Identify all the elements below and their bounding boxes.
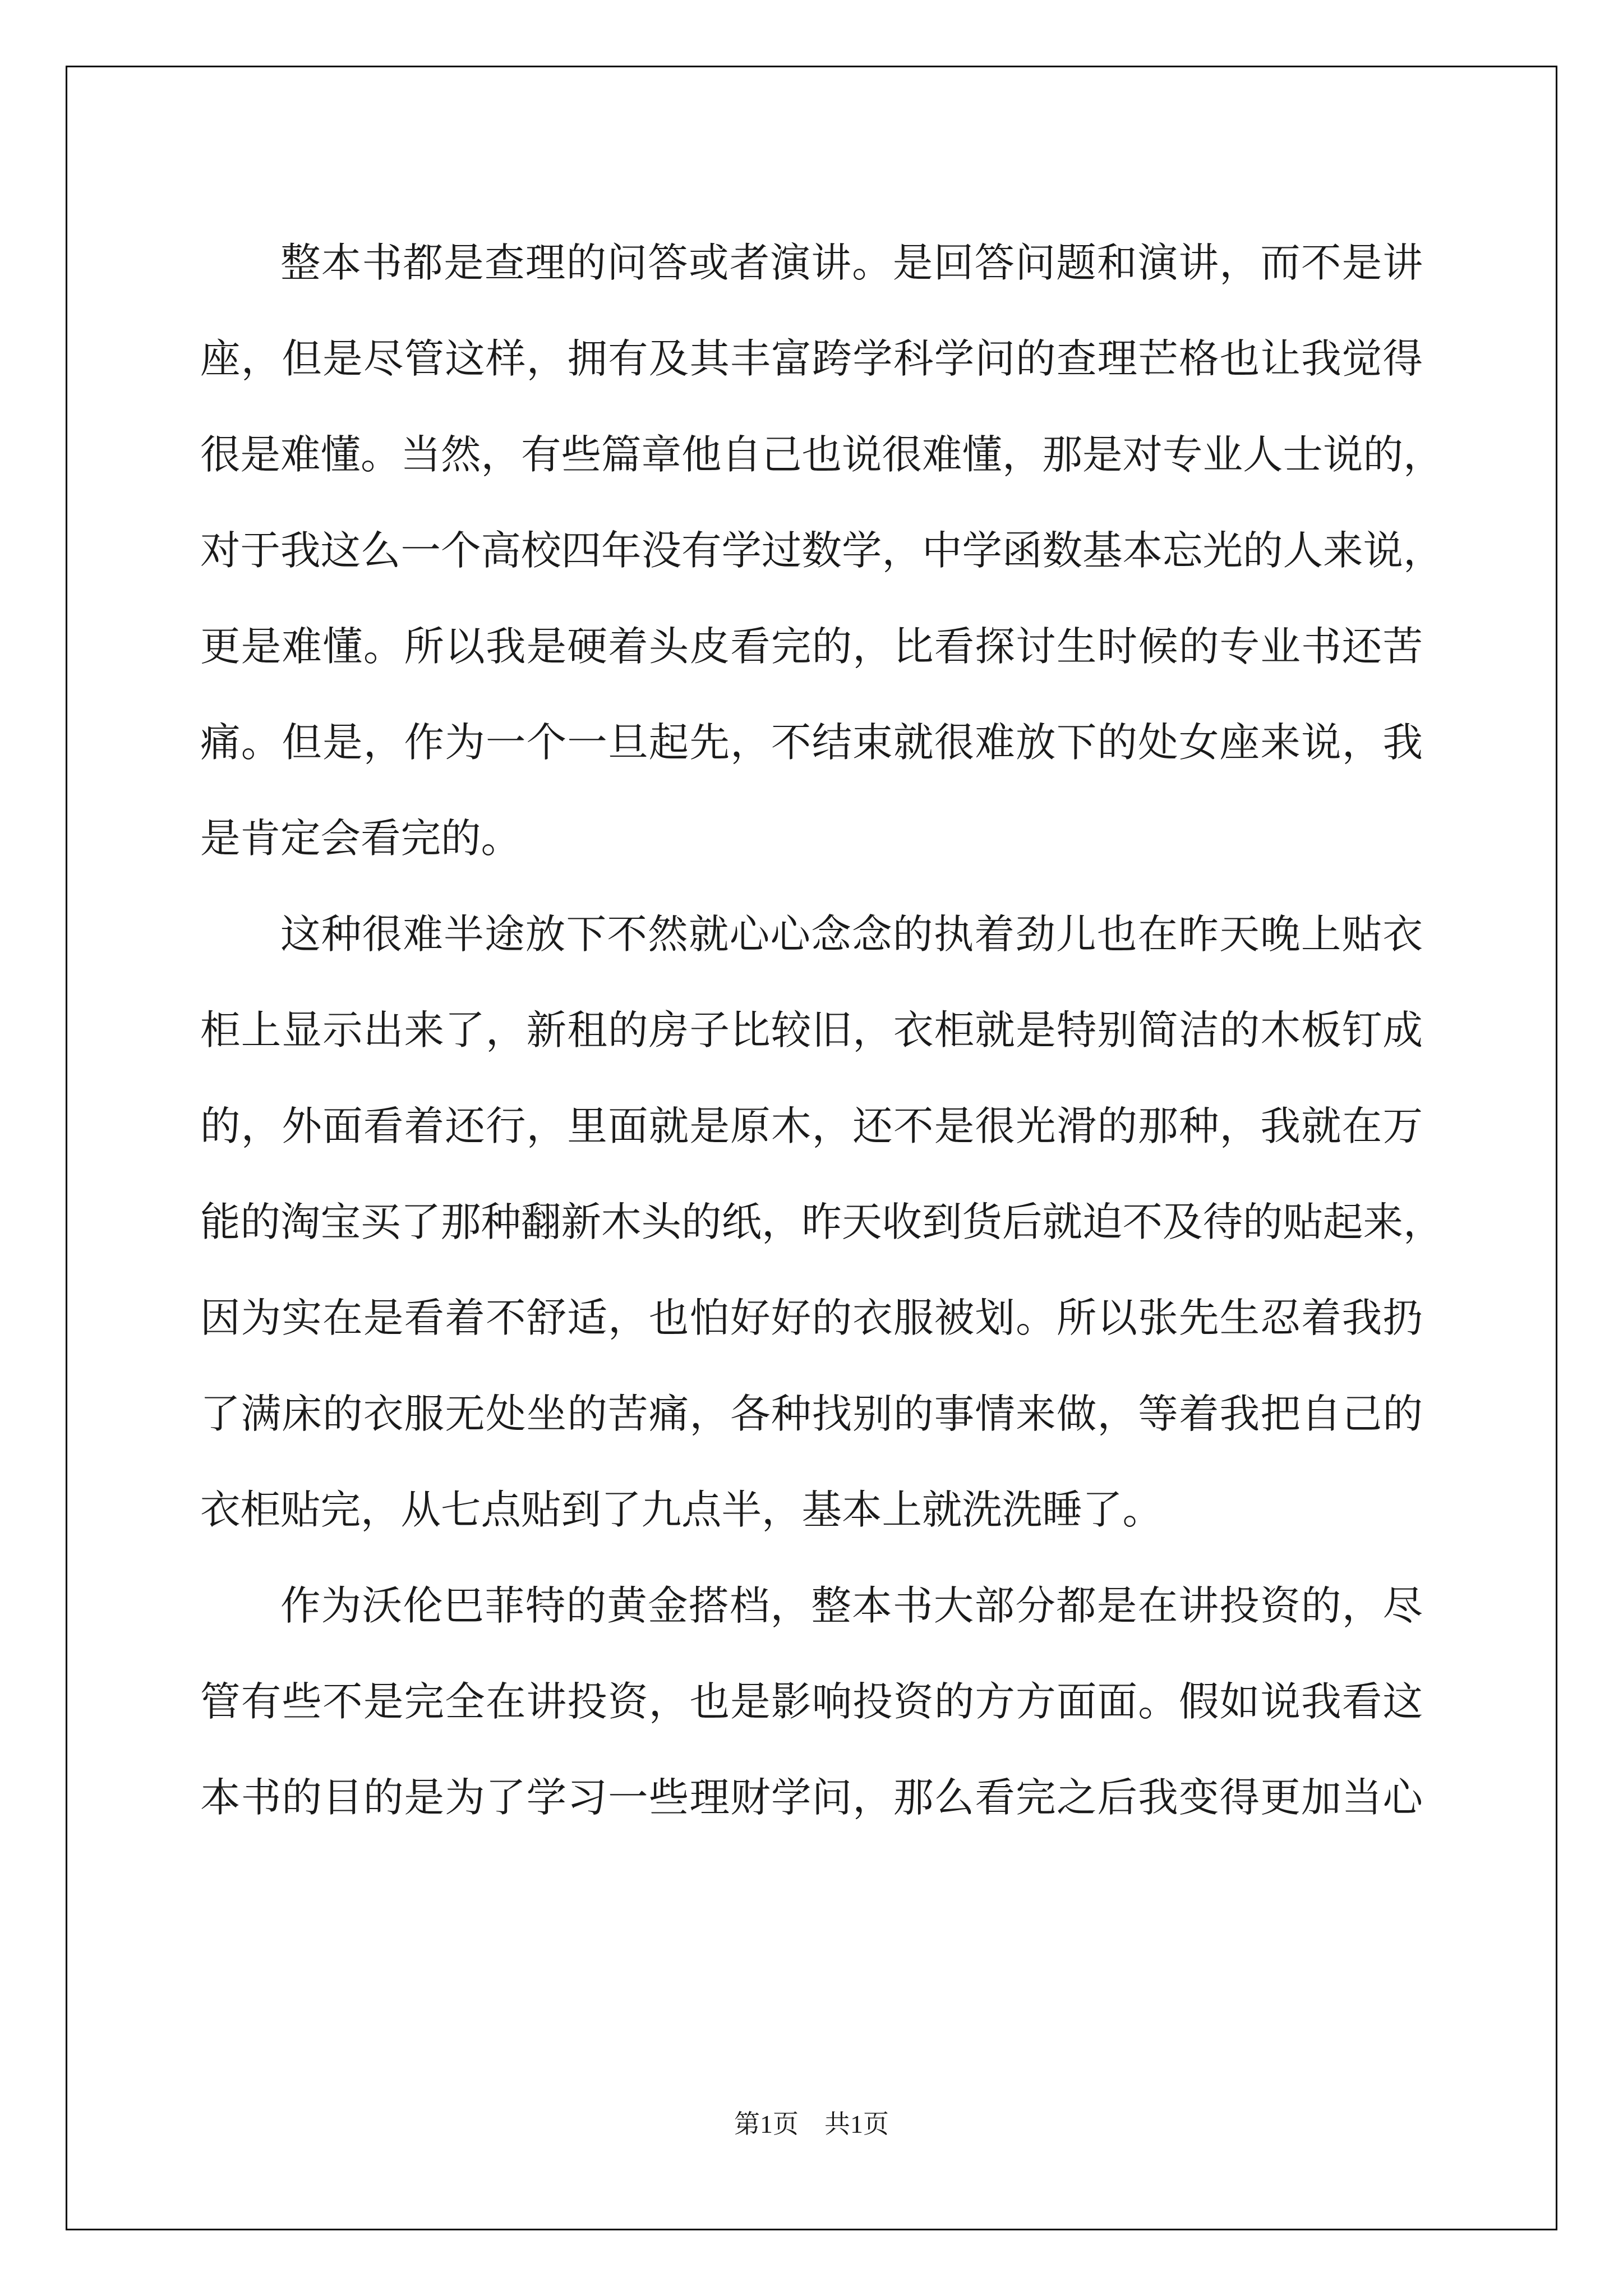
text-line: 管有些不是完全在讲投资，也是影响投资的方方面面。假如说我看这 bbox=[200, 1678, 1423, 1725]
document-body bbox=[200, 215, 1444, 1846]
paragraph-2 bbox=[200, 886, 1444, 1558]
page-total: 共1页 bbox=[824, 2110, 889, 2138]
page-footer bbox=[0, 2104, 1623, 2141]
text-line: 了满床的衣服无处坐的苦痛，各种找别的事情来做，等着我把自己的 bbox=[200, 1391, 1423, 1437]
text-line: 的，外面看着还行，里面就是原木，还不是很光滑的那种，我就在万 bbox=[200, 1103, 1423, 1149]
text-line: 座，但是尽管这样，拥有及其丰富跨学科学问的查理芒格也让我觉得 bbox=[200, 335, 1423, 382]
text-line: 更是难懂。所以我是硬着头皮看完的，比看探讨生时候的专业书还苦 bbox=[200, 623, 1423, 670]
text-line: 能的淘宝买了那种翻新木头的纸，昨天收到货后就迫不及待的贴起来， bbox=[200, 1199, 1444, 1245]
text-line: 这种很难半途放下不然就心心念念的执着劲儿也在昨天晚上贴衣 bbox=[280, 911, 1423, 958]
text-line: 因为实在是看着不舒适，也怕好好的衣服被划。所以张先生忍着我扔 bbox=[200, 1295, 1423, 1341]
text-line: 柜上显示出来了，新租的房子比较旧，衣柜就是特别简洁的木板钉成 bbox=[200, 1007, 1423, 1053]
text-line: 衣柜贴完，从七点贴到了九点半，基本上就洗洗睡了。 bbox=[200, 1487, 1163, 1533]
text-line: 整本书都是查理的问答或者演讲。是回答问题和演讲，而不是讲 bbox=[280, 240, 1423, 286]
text-line: 对于我这么一个高校四年没有学过数学，中学函数基本忘光的人来说， bbox=[200, 527, 1444, 574]
paragraph-1 bbox=[200, 215, 1444, 886]
text-line: 是肯定会看完的。 bbox=[200, 815, 522, 862]
page-number: 第1页 bbox=[734, 2110, 799, 2138]
text-line: 作为沃伦巴菲特的黄金搭档，整本书大部分都是在讲投资的，尽 bbox=[280, 1582, 1423, 1629]
text-line: 痛。但是，作为一个一旦起先，不结束就很难放下的处女座来说，我 bbox=[200, 719, 1423, 766]
text-line: 本书的目的是为了学习一些理财学问，那么看完之后我变得更加当心 bbox=[200, 1774, 1423, 1821]
text-line: 很是难懂。当然，有些篇章他自己也说很难懂，那是对专业人士说的， bbox=[200, 431, 1444, 478]
paragraph-3 bbox=[200, 1558, 1423, 1846]
